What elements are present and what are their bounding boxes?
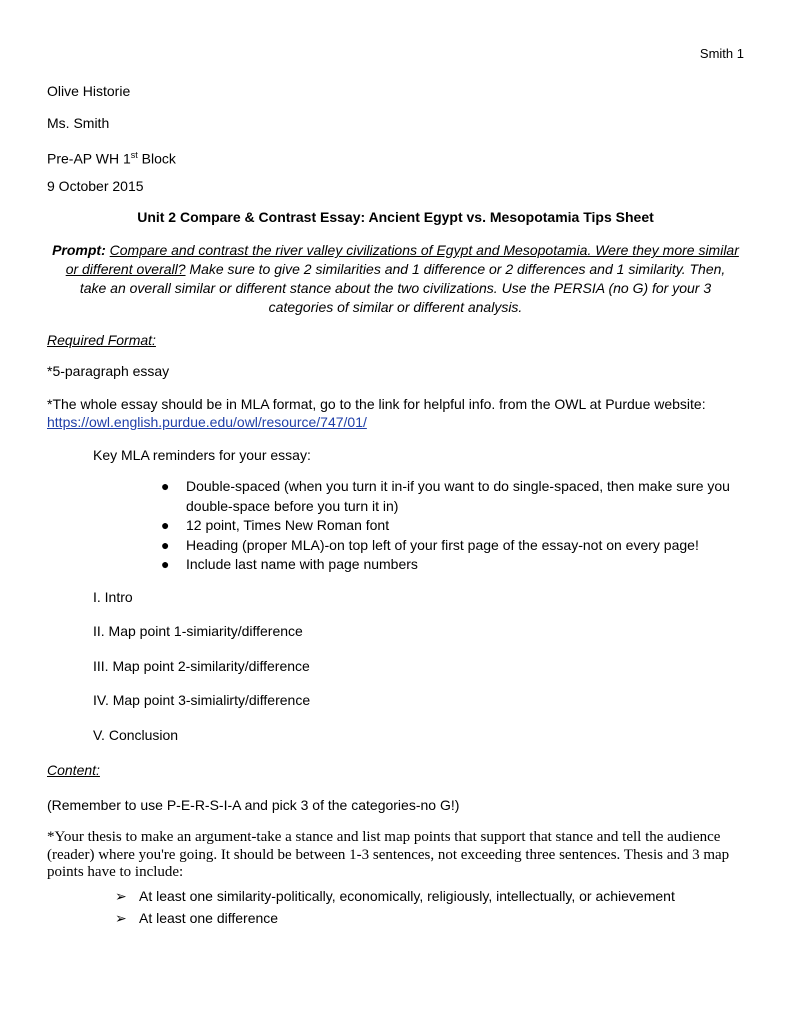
prompt-question-part-2: or different overall? <box>65 261 186 277</box>
thesis-instructions: *Your thesis to make an argument-take a stance and list map points that support that stance and tell the audience (reader) where you're going. It should be between 1-3 sentences, not exceeding three sentences. Thesis and 3 map points have to include: <box>47 829 730 880</box>
page-header-number: Smith 1 <box>699 46 744 61</box>
mla-reminders-heading: Key MLA reminders for your essay: <box>93 447 311 463</box>
persia-reminder: (Remember to use P-E-R-S-I-A and pick 3 of the categories-no G!) <box>47 797 460 813</box>
course-suffix: Block <box>137 150 176 167</box>
bullet-icon: ● <box>161 478 170 494</box>
bullet-icon: ● <box>161 517 170 533</box>
mla-format-note: *The whole essay should be in MLA format, go to the link for helpful info. from the OWL at Purdue website: <box>47 396 706 412</box>
list-item: ➢ At least one similarity-politically, economically, religiously, intellectually, or achievement <box>115 885 675 907</box>
prompt-line-1 <box>47 241 744 260</box>
owl-purdue-link[interactable]: https://owl.english.purdue.edu/owl/resource/747/01/ <box>47 414 367 430</box>
heading-date: 9 October 2015 <box>47 178 144 194</box>
list-item: ● 12 point, Times New Roman font <box>161 516 751 536</box>
list-item: ● Double-spaced (when you turn it in-if you want to do single-spaced, then make sure you double-space before you turn it in) <box>161 478 730 514</box>
content-heading: Content: <box>47 762 100 778</box>
prompt-line-3: take an overall similar or different stance about the two civilizations. Use the PERSIA (no G) for your 3 <box>79 280 712 296</box>
heading-student-name: Olive Historie <box>47 83 131 99</box>
outline-item-map-point-3: IV. Map point 3-simialirty/difference <box>93 692 311 708</box>
bullet-icon: ● <box>161 536 170 553</box>
prompt-label: Prompt: <box>52 242 106 258</box>
heading-course <box>47 146 176 168</box>
prompt-paragraph <box>47 241 744 317</box>
course-prefix: Pre-AP WH 1 <box>47 150 131 167</box>
outline-item-map-point-1: II. Map point 1-simiarity/difference <box>93 623 303 639</box>
outline-item-map-point-2: III. Map point 2-similarity/difference <box>93 658 310 674</box>
prompt-line-2-rest: Make sure to give 2 similarities and 1 difference or 2 differences and 1 similarity. Then, <box>185 261 726 277</box>
arrow-bullet-icon: ➢ <box>115 888 127 904</box>
prompt-line-2 <box>47 260 744 279</box>
list-item: ● Heading (proper MLA)-on top left of your first page of the essay-not on every page! <box>161 536 751 556</box>
course-superscript: st <box>130 150 138 160</box>
document-title: Unit 2 Compare & Contrast Essay: Ancient Egypt vs. Mesopotamia Tips Sheet <box>137 209 654 225</box>
heading-teacher-name: Ms. Smith <box>47 115 110 131</box>
list-item: ➢ At least one difference <box>115 907 675 929</box>
outline-item-intro: I. Intro <box>93 589 133 605</box>
list-item: ● Include last name with page numbers <box>161 555 751 575</box>
prompt-line-4: categories of similar or different analysis. <box>268 299 523 315</box>
five-paragraph-note: *5-paragraph essay <box>47 363 170 379</box>
thesis-requirements-list <box>115 885 675 929</box>
required-format-heading: Required Format: <box>47 332 156 348</box>
outline-item-conclusion: V. Conclusion <box>93 727 179 743</box>
arrow-bullet-icon: ➢ <box>115 910 127 926</box>
prompt-question-part-1: Compare and contrast the river valley civilizations of Egypt and Mesopotamia. Were they more similar <box>109 242 739 258</box>
mla-reminders-list <box>161 477 751 575</box>
bullet-icon: ● <box>161 556 170 572</box>
